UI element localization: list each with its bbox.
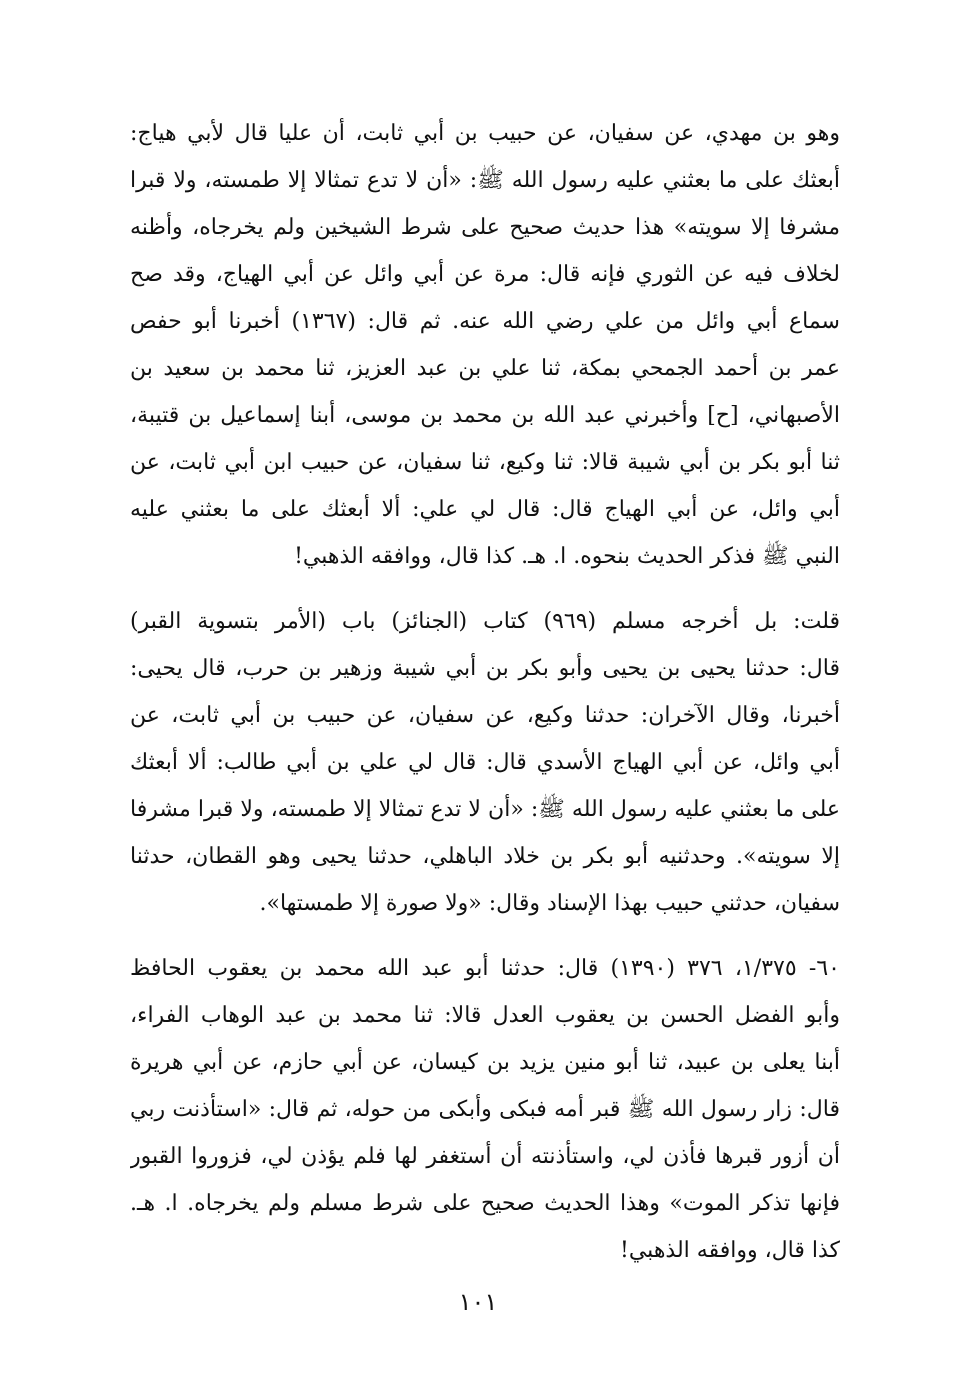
paragraph-1	[130, 110, 840, 580]
paragraph-gap	[130, 580, 840, 598]
text-line: ٦٠- ١/٣٧٥، ٣٧٦ (١٣٩٠) قال: حدثنا أبو عبد الله محمد بن يعقوب الحافظ	[130, 956, 840, 981]
paragraph-3	[130, 945, 840, 1274]
text-line: ثنا أبو بكر بن أبي شيبة قالا: ثنا وكيع، ثنا سفيان، عن حبيب ابن أبي ثابت، عن	[130, 450, 840, 475]
text-line: أبي وائل، عن أبي الهياج قال: قال لي علي: ألا أبعثك على ما بعثني عليه	[130, 497, 840, 522]
text-line: أخبرنا، وقال الآخران: حدثنا وكيع، عن سفيان، عن حبيب بن أبي ثابت، عن	[130, 703, 840, 728]
text-line: إلا سويته». وحدثنيه أبو بكر بن خلاد الباهلي، حدثنا يحيى وهو القطان، حدثنا	[130, 844, 840, 869]
text-line: فإنها تذكر الموت» وهذا الحديث صحيح على شرط مسلم ولم يخرجاه. ا. هـ.	[130, 1191, 840, 1216]
text-line: مشرفا إلا سويته» هذا حديث صحيح على شرط الشيخين ولم يخرجاه، وأظنه	[130, 215, 840, 240]
text-line: كذا قال، ووافقه الذهبي!	[620, 1238, 840, 1263]
text-line: سفيان، حدثني حبيب بهذا الإسناد وقال: «ولا صورة إلا طمستها».	[259, 891, 840, 916]
text-line: عمر بن أحمد الجمحي بمكة، ثنا علي بن عبد العزيز، ثنا محمد بن سعيد بن	[130, 356, 840, 381]
text-line: النبي ﷺ فذكر الحديث بنحوه. ا. هـ. كذا قال، ووافقه الذهبي!	[294, 544, 840, 569]
text-line: لخلاف فيه عن الثوري فإنه قال: مرة عن أبي وائل عن أبي الهياج، وقد صح	[130, 262, 840, 287]
text-line: قال: حدثنا يحيى بن يحيى وأبو بكر بن أبي شيبة وزهير بن حرب، قال يحيى:	[130, 656, 840, 681]
paragraph-gap	[130, 927, 840, 945]
text-line: قلت: بل أخرجه مسلم (٩٦٩) كتاب (الجنائز) باب (الأمر بتسوية القبر)	[130, 609, 840, 634]
text-line: أن أزور قبرها فأذن لي، واستأذنته أن أستغفر لها فلم يؤذن لي، فزوروا القبور	[130, 1144, 840, 1169]
page-number: ١٠١	[458, 1288, 498, 1316]
text-line: أبعثك على ما بعثني عليه رسول الله ﷺ: «أن لا تدع تمثالا إلا طمسته، ولا قبرا	[130, 168, 840, 193]
paragraph-2	[130, 598, 840, 927]
text-line: وأبو الفضل الحسن بن يعقوب العدل قالا: ثنا محمد بن عبد الوهاب الفراء،	[130, 1003, 840, 1028]
text-line: على ما بعثني عليه رسول الله ﷺ: «أن لا تدع تمثالا إلا طمسته، ولا قبرا مشرفا	[130, 797, 840, 822]
text-line: قال: زار رسول الله ﷺ قبر أمه فبكى وأبكى من حوله، ثم قال: «استأذنت ربي	[130, 1097, 840, 1122]
text-line: أبي وائل، عن أبي الهياج الأسدي قال: قال لي علي بن أبي طالب: ألا أبعثك	[130, 750, 840, 775]
text-line: الأصبهاني، [ح] وأخبرني عبد الله بن محمد بن موسى، أبنا إسماعيل بن قتيبة،	[130, 403, 840, 428]
text-line: أبنا يعلى بن عبيد، ثنا أبو منين يزيد بن كيسان، عن أبي حازم، عن أبي هريرة	[130, 1050, 840, 1075]
page-body	[130, 110, 840, 1274]
text-line: وهو بن مهدي، عن سفيان، عن حبيب بن أبي ثابت، أن عليا قال لأبي هياج:	[130, 121, 840, 146]
text-line: سماع أبي وائل من علي رضي الله عنه. ثم قال: (١٣٦٧) أخبرنا أبو حفص	[130, 309, 840, 334]
